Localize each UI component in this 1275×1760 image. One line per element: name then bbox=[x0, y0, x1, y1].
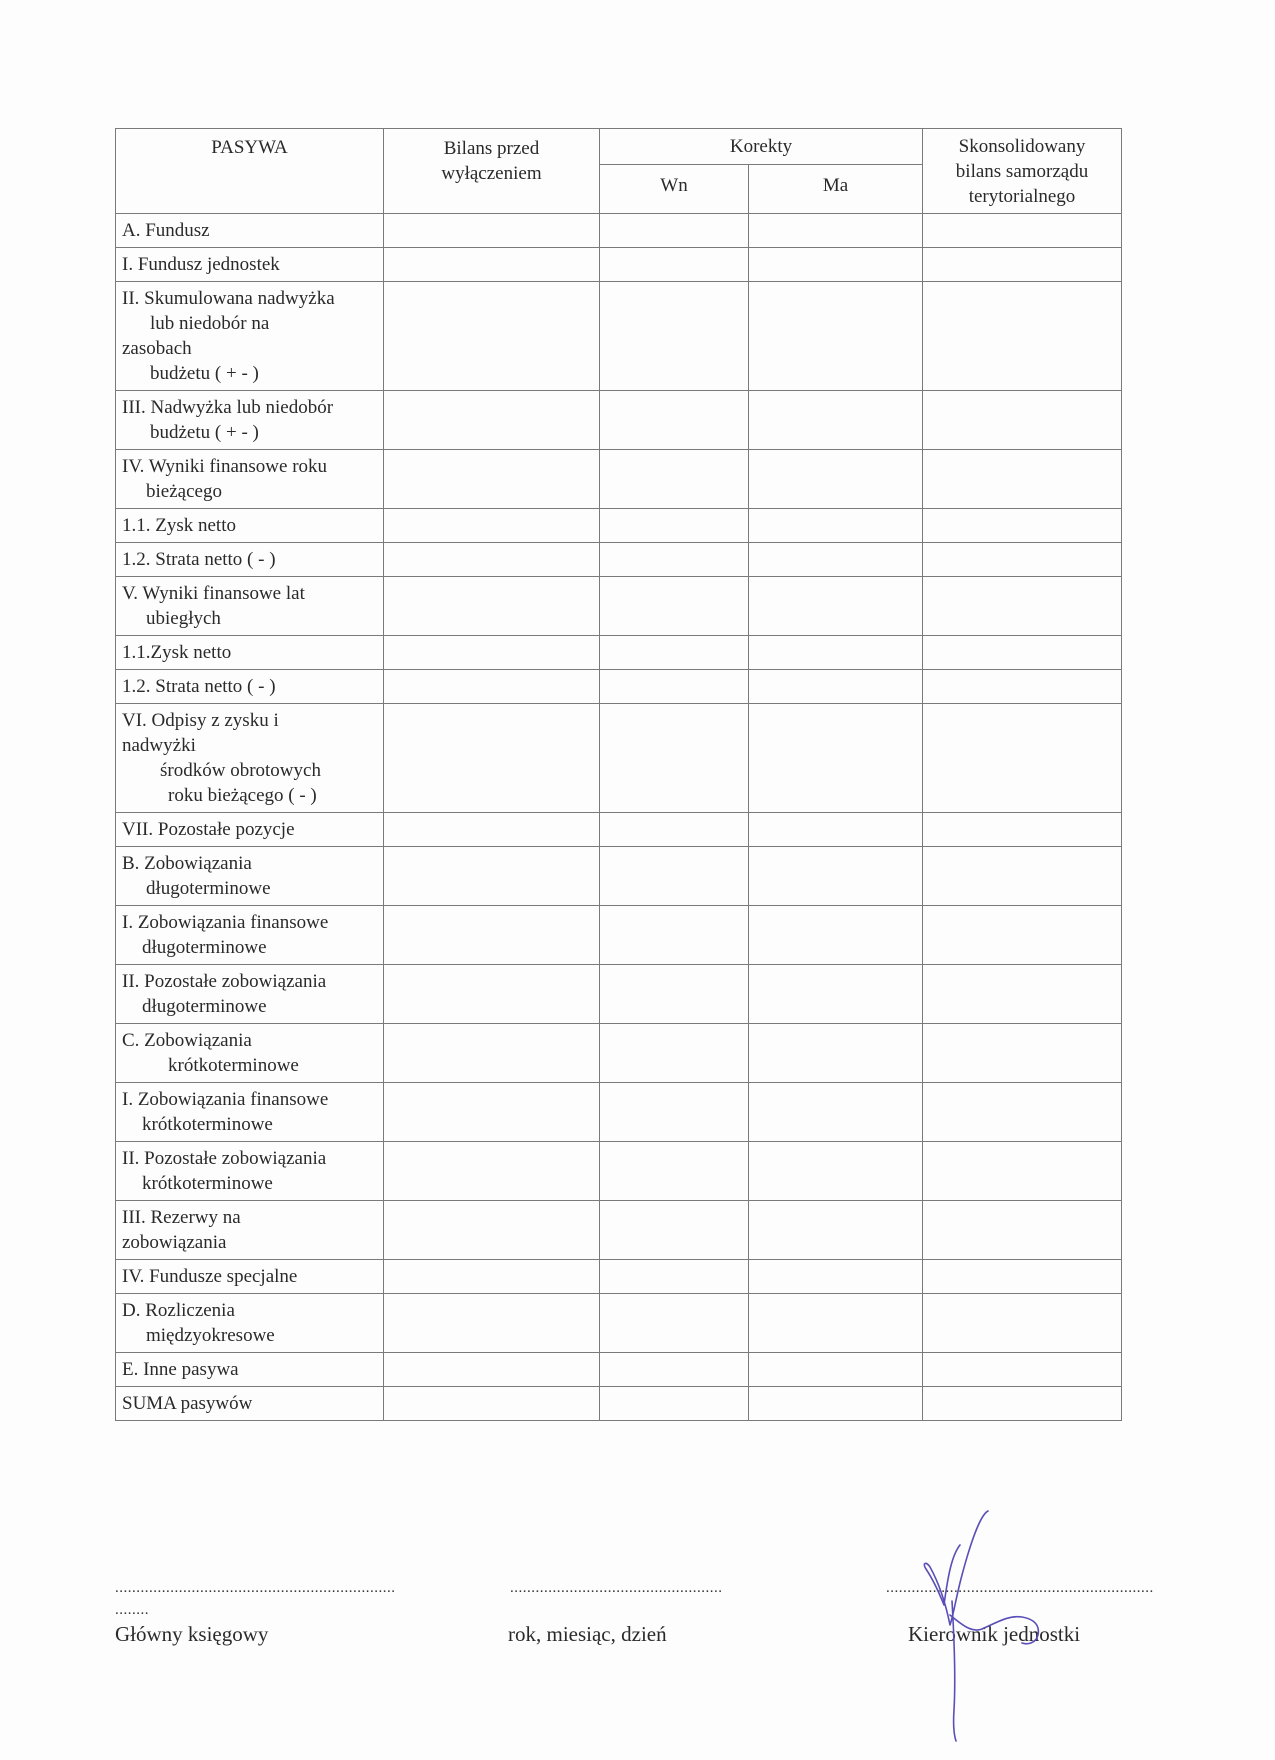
cell-korekty-ma[interactable] bbox=[749, 965, 923, 1024]
cell-korekty-wn[interactable] bbox=[600, 813, 749, 847]
row-label-line: budżetu ( + - ) bbox=[150, 363, 259, 384]
cell-bilans-przed[interactable] bbox=[384, 1142, 600, 1201]
row-label-line: B. Zobowiązania bbox=[122, 853, 252, 874]
cell-korekty-ma[interactable] bbox=[749, 509, 923, 543]
row-label-line: II. Pozostałe zobowiązania bbox=[122, 971, 327, 992]
row-label-line: VII. Pozostałe pozycje bbox=[122, 819, 295, 840]
row-label-line: krótkoterminowe bbox=[142, 1173, 273, 1194]
cell-korekty-ma[interactable] bbox=[749, 391, 923, 450]
cell-korekty-wn[interactable] bbox=[600, 577, 749, 636]
cell-korekty-wn[interactable] bbox=[600, 1142, 749, 1201]
cell-skonsolidowany[interactable] bbox=[923, 509, 1122, 543]
cell-korekty-ma[interactable] bbox=[749, 1387, 923, 1421]
row-label bbox=[116, 391, 384, 450]
row-label-line: nadwyżki bbox=[122, 735, 196, 756]
row-label-line: 1.1. Zysk netto bbox=[122, 515, 236, 536]
header-pasywa: PASYWA bbox=[116, 129, 384, 214]
header-bilans-line2: wyłączeniem bbox=[441, 163, 542, 184]
row-label-line: I. Zobowiązania finansowe bbox=[122, 1089, 329, 1110]
cell-korekty-ma[interactable] bbox=[749, 577, 923, 636]
dots-kierownik: ............................................................... bbox=[886, 1580, 1154, 1596]
row-label-line: długoterminowe bbox=[142, 937, 267, 958]
table-row bbox=[116, 282, 1122, 391]
cell-korekty-wn[interactable] bbox=[600, 1294, 749, 1353]
cell-korekty-ma[interactable] bbox=[749, 1201, 923, 1260]
cell-skonsolidowany[interactable] bbox=[923, 1142, 1122, 1201]
row-label bbox=[116, 704, 384, 813]
row-label bbox=[116, 813, 384, 847]
cell-bilans-przed[interactable] bbox=[384, 847, 600, 906]
cell-skonsolidowany[interactable] bbox=[923, 813, 1122, 847]
row-label-line: II. Pozostałe zobowiązania bbox=[122, 1148, 327, 1169]
label-kierownik-jednostki: Kierownik jednostki bbox=[908, 1622, 1081, 1646]
row-label bbox=[116, 636, 384, 670]
cell-skonsolidowany[interactable] bbox=[923, 543, 1122, 577]
cell-skonsolidowany[interactable] bbox=[923, 1387, 1122, 1421]
cell-korekty-ma[interactable] bbox=[749, 636, 923, 670]
header-skons-line2: bilans samorządu bbox=[955, 161, 1089, 182]
row-label-line: krótkoterminowe bbox=[168, 1055, 299, 1076]
header-row bbox=[116, 129, 1122, 165]
cell-korekty-wn[interactable] bbox=[600, 704, 749, 813]
cell-skonsolidowany[interactable] bbox=[923, 1294, 1122, 1353]
cell-korekty-wn[interactable] bbox=[600, 214, 749, 248]
row-label-line: międzyokresowe bbox=[146, 1325, 275, 1346]
row-label-line: długoterminowe bbox=[146, 878, 271, 899]
cell-bilans-przed[interactable] bbox=[384, 543, 600, 577]
cell-bilans-przed[interactable] bbox=[384, 670, 600, 704]
cell-korekty-wn[interactable] bbox=[600, 1353, 749, 1387]
cell-skonsolidowany[interactable] bbox=[923, 906, 1122, 965]
dots-data: .................................................. bbox=[510, 1580, 723, 1596]
header-wn: Wn bbox=[600, 165, 749, 214]
cell-bilans-przed[interactable] bbox=[384, 1024, 600, 1083]
cell-korekty-ma[interactable] bbox=[749, 214, 923, 248]
row-label-line: E. Inne pasywa bbox=[122, 1359, 239, 1380]
row-label-line: 1.2. Strata netto ( - ) bbox=[122, 676, 276, 697]
row-label bbox=[116, 965, 384, 1024]
cell-korekty-wn[interactable] bbox=[600, 1201, 749, 1260]
table-row bbox=[116, 670, 1122, 704]
cell-skonsolidowany[interactable] bbox=[923, 965, 1122, 1024]
row-label-line: krótkoterminowe bbox=[142, 1114, 273, 1135]
cell-korekty-wn[interactable] bbox=[600, 636, 749, 670]
cell-bilans-przed[interactable] bbox=[384, 282, 600, 391]
label-glowny-ksiegowy: Główny księgowy bbox=[115, 1622, 269, 1646]
row-label-line: roku bieżącego ( - ) bbox=[168, 785, 317, 806]
row-label-line: IV. Fundusze specjalne bbox=[122, 1266, 298, 1287]
row-label-line: zasobach bbox=[122, 338, 192, 359]
cell-bilans-przed[interactable] bbox=[384, 906, 600, 965]
cell-skonsolidowany[interactable] bbox=[923, 1083, 1122, 1142]
table-row bbox=[116, 1083, 1122, 1142]
cell-korekty-wn[interactable] bbox=[600, 509, 749, 543]
row-label bbox=[116, 214, 384, 248]
cell-korekty-wn[interactable] bbox=[600, 282, 749, 391]
row-label-line: III. Rezerwy na bbox=[122, 1207, 241, 1228]
cell-skonsolidowany[interactable] bbox=[923, 248, 1122, 282]
dots-glowny-ksiegowy-cont: ........ bbox=[115, 1602, 149, 1618]
row-label-line: C. Zobowiązania bbox=[122, 1030, 252, 1051]
cell-bilans-przed[interactable] bbox=[384, 248, 600, 282]
cell-bilans-przed[interactable] bbox=[384, 636, 600, 670]
row-label-line: środków obrotowych bbox=[160, 760, 321, 781]
row-label bbox=[116, 248, 384, 282]
cell-skonsolidowany[interactable] bbox=[923, 282, 1122, 391]
cell-bilans-przed[interactable] bbox=[384, 704, 600, 813]
cell-korekty-wn[interactable] bbox=[600, 1024, 749, 1083]
table-row bbox=[116, 577, 1122, 636]
row-label bbox=[116, 847, 384, 906]
cell-korekty-ma[interactable] bbox=[749, 1083, 923, 1142]
cell-bilans-przed[interactable] bbox=[384, 1387, 600, 1421]
cell-bilans-przed[interactable] bbox=[384, 813, 600, 847]
table-row bbox=[116, 906, 1122, 965]
cell-korekty-wn[interactable] bbox=[600, 1260, 749, 1294]
row-label-line: A. Fundusz bbox=[122, 220, 210, 241]
cell-skonsolidowany[interactable] bbox=[923, 636, 1122, 670]
cell-skonsolidowany[interactable] bbox=[923, 1260, 1122, 1294]
row-label bbox=[116, 509, 384, 543]
cell-korekty-wn[interactable] bbox=[600, 248, 749, 282]
cell-skonsolidowany[interactable] bbox=[923, 577, 1122, 636]
cell-skonsolidowany[interactable] bbox=[923, 391, 1122, 450]
cell-skonsolidowany[interactable] bbox=[923, 847, 1122, 906]
cell-bilans-przed[interactable] bbox=[384, 965, 600, 1024]
table-row bbox=[116, 1294, 1122, 1353]
row-label-line: 1.1.Zysk netto bbox=[122, 642, 232, 663]
table-row bbox=[116, 509, 1122, 543]
row-label-line: I. Zobowiązania finansowe bbox=[122, 912, 329, 933]
signature-stroke bbox=[924, 1511, 1038, 1741]
row-label bbox=[116, 1387, 384, 1421]
cell-korekty-wn[interactable] bbox=[600, 543, 749, 577]
cell-korekty-ma[interactable] bbox=[749, 813, 923, 847]
cell-korekty-wn[interactable] bbox=[600, 670, 749, 704]
cell-skonsolidowany[interactable] bbox=[923, 670, 1122, 704]
cell-korekty-ma[interactable] bbox=[749, 450, 923, 509]
row-label bbox=[116, 1353, 384, 1387]
row-label-line: SUMA pasywów bbox=[122, 1393, 253, 1414]
row-label-line: II. Skumulowana nadwyżka bbox=[122, 288, 335, 309]
cell-korekty-wn[interactable] bbox=[600, 906, 749, 965]
table-row bbox=[116, 813, 1122, 847]
table-row bbox=[116, 965, 1122, 1024]
row-label bbox=[116, 282, 384, 391]
cell-bilans-przed[interactable] bbox=[384, 509, 600, 543]
label-rok-miesiac-dzien: rok, miesiąc, dzień bbox=[508, 1622, 667, 1646]
row-label bbox=[116, 670, 384, 704]
header-ma: Ma bbox=[749, 165, 923, 214]
cell-bilans-przed[interactable] bbox=[384, 577, 600, 636]
cell-korekty-ma[interactable] bbox=[749, 1260, 923, 1294]
cell-skonsolidowany[interactable] bbox=[923, 704, 1122, 813]
cell-korekty-ma[interactable] bbox=[749, 670, 923, 704]
row-label-line: III. Nadwyżka lub niedobór bbox=[122, 397, 334, 418]
header-bilans-line1: Bilans przed bbox=[443, 138, 540, 159]
row-label-line: budżetu ( + - ) bbox=[150, 422, 259, 443]
cell-korekty-wn[interactable] bbox=[600, 1083, 749, 1142]
row-label bbox=[116, 1083, 384, 1142]
table-row bbox=[116, 214, 1122, 248]
cell-skonsolidowany[interactable] bbox=[923, 214, 1122, 248]
cell-korekty-wn[interactable] bbox=[600, 1387, 749, 1421]
handwritten-signature bbox=[910, 1505, 1090, 1745]
table-row bbox=[116, 1142, 1122, 1201]
header-skons-line3: terytorialnego bbox=[968, 186, 1076, 207]
table-row bbox=[116, 1353, 1122, 1387]
row-label-line: V. Wyniki finansowe lat bbox=[122, 583, 305, 604]
cell-bilans-przed[interactable] bbox=[384, 214, 600, 248]
cell-korekty-ma[interactable] bbox=[749, 1353, 923, 1387]
cell-korekty-ma[interactable] bbox=[749, 282, 923, 391]
row-label bbox=[116, 1294, 384, 1353]
row-label-line: 1.2. Strata netto ( - ) bbox=[122, 549, 276, 570]
cell-skonsolidowany[interactable] bbox=[923, 1201, 1122, 1260]
table-row bbox=[116, 1201, 1122, 1260]
cell-korekty-wn[interactable] bbox=[600, 450, 749, 509]
row-label bbox=[116, 1142, 384, 1201]
header-korekty: Korekty bbox=[600, 129, 923, 165]
header-bilans-przed-wylaczeniem bbox=[384, 129, 600, 214]
table-row bbox=[116, 1024, 1122, 1083]
table-row bbox=[116, 704, 1122, 813]
row-label-line: zobowiązania bbox=[122, 1232, 227, 1253]
cell-bilans-przed[interactable] bbox=[384, 1201, 600, 1260]
table-row bbox=[116, 1387, 1122, 1421]
cell-skonsolidowany[interactable] bbox=[923, 1024, 1122, 1083]
cell-korekty-ma[interactable] bbox=[749, 847, 923, 906]
row-label-line: VI. Odpisy z zysku i bbox=[122, 710, 279, 731]
row-label bbox=[116, 1260, 384, 1294]
table-row bbox=[116, 1260, 1122, 1294]
row-label-line: D. Rozliczenia bbox=[122, 1300, 235, 1321]
row-label-line: IV. Wyniki finansowe roku bbox=[122, 456, 328, 477]
row-label bbox=[116, 1024, 384, 1083]
cell-korekty-ma[interactable] bbox=[749, 906, 923, 965]
cell-korekty-ma[interactable] bbox=[749, 248, 923, 282]
table-row bbox=[116, 391, 1122, 450]
cell-korekty-wn[interactable] bbox=[600, 391, 749, 450]
row-label bbox=[116, 450, 384, 509]
row-label-line: ubiegłych bbox=[146, 608, 221, 629]
pasywa-table bbox=[115, 128, 1122, 1421]
table-body bbox=[116, 214, 1122, 1421]
table-row bbox=[116, 543, 1122, 577]
cell-bilans-przed[interactable] bbox=[384, 450, 600, 509]
row-label bbox=[116, 906, 384, 965]
table-row bbox=[116, 636, 1122, 670]
row-label-line: I. Fundusz jednostek bbox=[122, 254, 280, 275]
table-row bbox=[116, 847, 1122, 906]
cell-korekty-ma[interactable] bbox=[749, 1294, 923, 1353]
row-label-line: bieżącego bbox=[146, 481, 222, 502]
table-row bbox=[116, 248, 1122, 282]
row-label bbox=[116, 577, 384, 636]
table-row bbox=[116, 450, 1122, 509]
cell-bilans-przed[interactable] bbox=[384, 391, 600, 450]
row-label bbox=[116, 543, 384, 577]
header-skonsolidowany bbox=[923, 129, 1122, 214]
row-label-line: długoterminowe bbox=[142, 996, 267, 1017]
cell-bilans-przed[interactable] bbox=[384, 1294, 600, 1353]
cell-skonsolidowany[interactable] bbox=[923, 450, 1122, 509]
cell-bilans-przed[interactable] bbox=[384, 1260, 600, 1294]
cell-korekty-wn[interactable] bbox=[600, 965, 749, 1024]
cell-korekty-ma[interactable] bbox=[749, 1024, 923, 1083]
cell-skonsolidowany[interactable] bbox=[923, 1353, 1122, 1387]
row-label-line: lub niedobór na bbox=[150, 313, 270, 334]
cell-bilans-przed[interactable] bbox=[384, 1353, 600, 1387]
cell-korekty-ma[interactable] bbox=[749, 543, 923, 577]
header-skons-line1: Skonsolidowany bbox=[958, 136, 1086, 157]
row-label bbox=[116, 1201, 384, 1260]
cell-korekty-wn[interactable] bbox=[600, 847, 749, 906]
dots-glowny-ksiegowy: .................................................................. bbox=[115, 1580, 396, 1596]
cell-korekty-ma[interactable] bbox=[749, 704, 923, 813]
cell-korekty-ma[interactable] bbox=[749, 1142, 923, 1201]
cell-bilans-przed[interactable] bbox=[384, 1083, 600, 1142]
